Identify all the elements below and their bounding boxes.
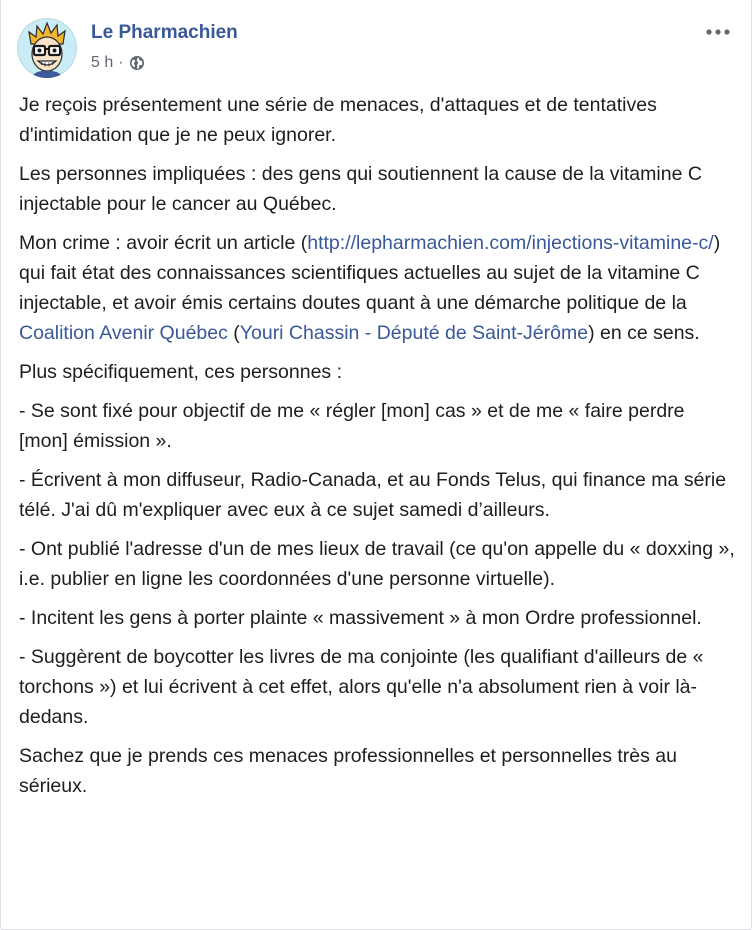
post-body bbox=[19, 90, 735, 810]
globe-icon[interactable] bbox=[129, 55, 145, 71]
meta-separator: · bbox=[118, 54, 124, 71]
article-url-link[interactable]: http://lepharmachien.com/injections-vitamine-c/ bbox=[307, 232, 714, 254]
paragraph-text: ( bbox=[227, 322, 240, 344]
cartoon-face-icon bbox=[17, 18, 77, 78]
youri-chassin-page-link[interactable]: Youri Chassin - Député de Saint-Jérôme bbox=[239, 322, 589, 344]
post-paragraph-with-links bbox=[19, 228, 735, 348]
author-avatar[interactable] bbox=[17, 18, 77, 78]
post-paragraph: Sachez que je prends ces menaces professionnelles et personnelles très au sérieux. bbox=[19, 745, 677, 797]
post-header bbox=[17, 14, 739, 80]
post-paragraph: - Ont publié l'adresse d'un de mes lieux de travail (ce qu'on appelle du « doxxing », i.e. publier en ligne les coordonnées d'une personne virtuelle). bbox=[19, 538, 735, 590]
post-meta bbox=[91, 54, 145, 72]
post-paragraph: Les personnes impliquées : des gens qui soutiennent la cause de la vitamine C injectable pour le cancer au Québec. bbox=[19, 163, 702, 215]
author-name-link[interactable]: Le Pharmachien bbox=[91, 22, 238, 43]
more-options-button[interactable] bbox=[701, 20, 735, 44]
caq-page-link[interactable]: Coalition Avenir Québec bbox=[19, 322, 228, 344]
post-paragraph: - Incitent les gens à porter plainte « massivement » à mon Ordre professionnel. bbox=[19, 607, 702, 629]
post-timestamp[interactable]: 5 h bbox=[91, 54, 114, 71]
post-paragraph: - Se sont fixé pour objectif de me « régler [mon] cas » et de me « faire perdre [mon] émission ». bbox=[19, 400, 685, 452]
paragraph-text: ) en ce sens. bbox=[588, 322, 700, 344]
paragraph-text: Mon crime : avoir écrit un article ( bbox=[19, 232, 308, 254]
post-paragraph: - Suggèrent de boycotter les livres de ma conjointe (les qualifiant d'ailleurs de « torchons ») et lui écrivent à cet effet, alors qu'elle n'a absolument rien à voir là-dedans. bbox=[19, 646, 704, 728]
post-paragraph: - Écrivent à mon diffuseur, Radio-Canada, et au Fonds Telus, qui finance ma série télé. J'ai dû m'expliquer avec eux à ce sujet samedi d’ailleurs. bbox=[19, 469, 727, 521]
post-paragraph: Plus spécifiquement, ces personnes : bbox=[19, 361, 343, 383]
post-paragraph: Je reçois présentement une série de menaces, d'attaques et de tentatives d'intimidation que je ne peux ignorer. bbox=[19, 94, 657, 146]
paragraph-text: ) qui fait état des connaissances scientifiques actuelles au sujet de la vitamine C injectable, et avoir émis certains doutes quant à une démarche politique de la bbox=[19, 232, 721, 314]
more-options-icon bbox=[705, 28, 731, 36]
